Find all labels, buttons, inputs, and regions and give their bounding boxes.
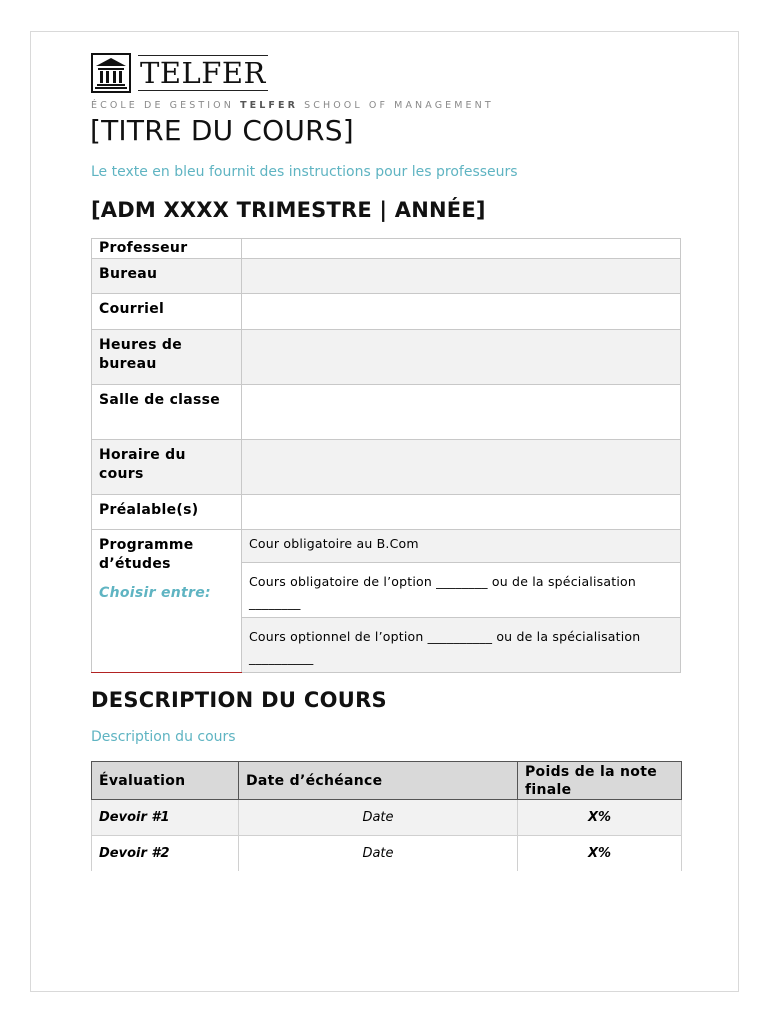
row-label: Courriel: [92, 294, 242, 330]
evaluation-weight[interactable]: X%: [518, 800, 682, 836]
course-info-table: [91, 238, 681, 673]
program-option[interactable]: Cours obligatoire de l’option ________ ou de la spécialisation ________: [242, 563, 680, 618]
description-heading: DESCRIPTION DU COURS: [91, 688, 387, 712]
document-page: [30, 31, 739, 992]
row-value[interactable]: [242, 239, 681, 259]
evaluation-date[interactable]: Date: [239, 836, 518, 872]
table-row: [92, 800, 682, 836]
program-row: [92, 530, 681, 673]
program-option[interactable]: Cours optionnel de l’option __________ ou de la spécialisation __________: [242, 618, 680, 672]
row-label: Heures de bureau: [92, 330, 242, 385]
table-row: [92, 836, 682, 872]
telfer-logo: [91, 51, 266, 93]
evaluation-name: Devoir #2: [92, 836, 239, 872]
table-row: [92, 294, 681, 330]
table-row: [92, 330, 681, 385]
evaluation-date[interactable]: Date: [239, 800, 518, 836]
program-options-cell: [242, 530, 681, 673]
evaluation-weight[interactable]: X%: [518, 836, 682, 872]
table-row: [92, 239, 681, 259]
row-value[interactable]: [242, 259, 681, 294]
row-label: Préalable(s): [92, 495, 242, 530]
description-text: Description du cours: [91, 729, 236, 745]
school-name-en: SCHOOL OF MANAGEMENT: [304, 100, 494, 111]
row-label: Horaire du cours: [92, 440, 242, 495]
row-label: Bureau: [92, 259, 242, 294]
program-label: Programme d’études: [99, 537, 194, 572]
row-value[interactable]: [242, 294, 681, 330]
table-row: [92, 440, 681, 495]
evaluation-table: [91, 761, 682, 871]
row-label: Salle de classe: [92, 385, 242, 440]
row-value[interactable]: [242, 330, 681, 385]
table-row: [92, 385, 681, 440]
course-title: [TITRE DU COURS]: [90, 114, 354, 147]
program-label-cell: [92, 530, 242, 673]
col-header-evaluation: Évaluation: [92, 762, 239, 800]
row-label: Professeur: [92, 239, 242, 259]
table-row: [92, 495, 681, 530]
col-header-due-date: Date d’échéance: [239, 762, 518, 800]
evaluation-name: Devoir #1: [92, 800, 239, 836]
course-code-heading: [ADM XXXX TRIMESTRE | ANNÉE]: [91, 198, 486, 222]
table-row: [92, 259, 681, 294]
row-value[interactable]: [242, 440, 681, 495]
school-name-fr: ÉCOLE DE GESTION: [91, 100, 234, 111]
school-name-line: [91, 100, 494, 111]
logo-wordmark: TELFER: [140, 56, 266, 90]
school-name-brand: TELFER: [240, 100, 298, 111]
university-building-icon: [91, 53, 131, 93]
program-option[interactable]: Cour obligatoire au B.Com: [242, 530, 680, 563]
instruction-note: Le texte en bleu fournit des instructions pour les professeurs: [91, 164, 518, 180]
row-value[interactable]: [242, 495, 681, 530]
choose-between-label: Choisir entre:: [99, 585, 211, 601]
col-header-weight: Poids de la note finale: [518, 762, 682, 800]
evaluation-header-row: [92, 762, 682, 800]
row-value[interactable]: [242, 385, 681, 440]
